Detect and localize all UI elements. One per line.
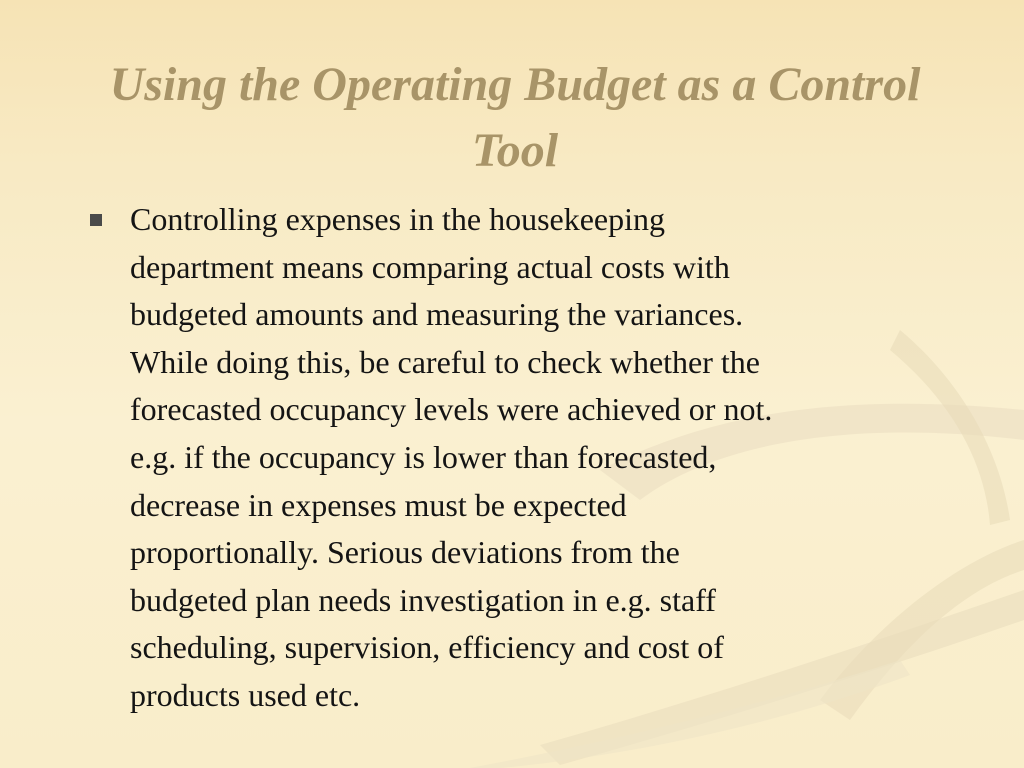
slide-title: Using the Operating Budget as a Control Tool [109,58,921,177]
bullet-text: Controlling expenses in the housekeeping department means comparing actual costs with budgeted amounts and measuring the variances. While doing this, be careful to check whether the forecasted occupancy levels were achieved or not. e.g. if the occupancy is lower than forecasted, decrease in expenses must be expected proportionally. Serious deviations from the budgeted plan needs investigation in e.g. staff scheduling, supervision, efficiency and cost of products used etc. [130,201,773,713]
bullet-list [86,196,886,720]
bullet-item [86,196,886,720]
square-bullet-icon [90,214,104,228]
